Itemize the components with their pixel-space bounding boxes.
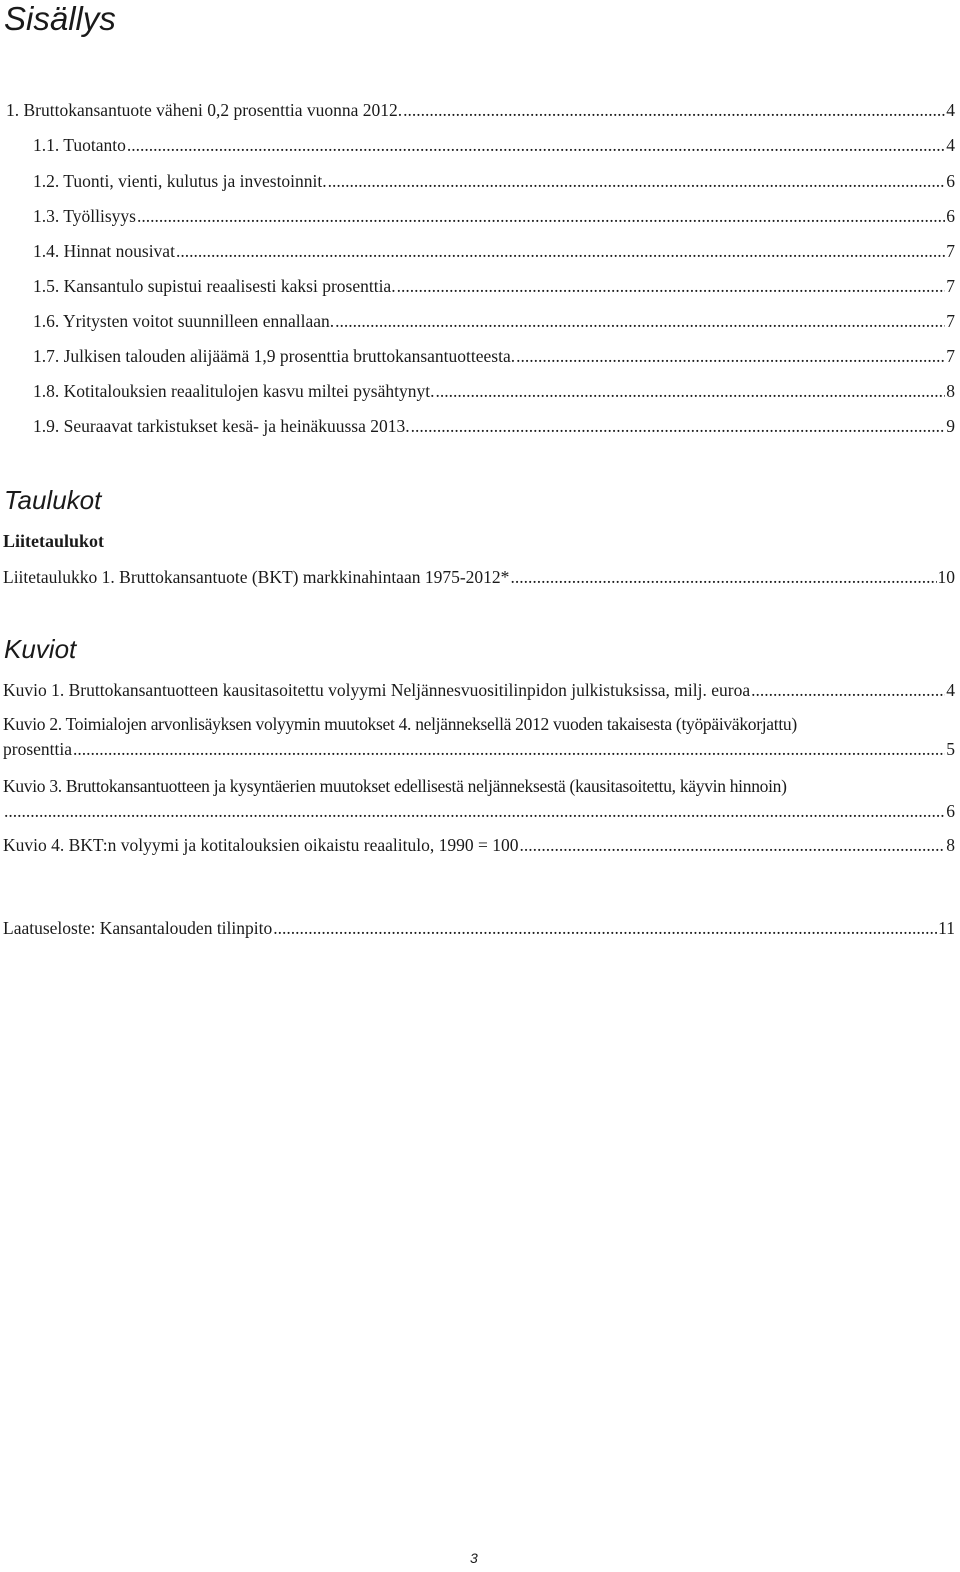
toc-entry-title: 1.3. Työllisyys	[33, 206, 136, 226]
dot-leader	[335, 308, 945, 334]
toc-entry[interactable]	[0, 798, 960, 824]
dot-leader	[403, 97, 945, 123]
toc-entry[interactable]	[0, 564, 960, 590]
toc-entry-title: Liitetaulukko 1. Bruttokansantuote (BKT) markkinahintaan 1975-2012*	[3, 567, 510, 587]
toc-entry-title: 1.7. Julkisen talouden alijäämä 1,9 prosenttia bruttokansantuotteesta.	[33, 346, 516, 366]
dot-leader	[273, 915, 937, 941]
dot-leader	[176, 238, 945, 264]
toc-entry-title: 1.8. Kotitalouksien reaalitulojen kasvu miltei pysähtynyt.	[33, 381, 435, 401]
toc-entry-title: 1.4. Hinnat nousivat	[33, 241, 175, 261]
toc-entry[interactable]	[0, 378, 960, 404]
toc-entry-page: 11	[938, 918, 955, 938]
toc-entry[interactable]	[0, 915, 960, 941]
toc-entry-title: 1.2. Tuonti, vienti, kulutus ja investoinnit.	[33, 171, 327, 191]
tables-heading: Taulukot	[4, 485, 102, 515]
toc-entry-title: 1.9. Seuraavat tarkistukset kesä- ja heinäkuussa 2013.	[33, 416, 410, 436]
dot-leader	[510, 564, 936, 590]
toc-entry-page: 7	[946, 311, 955, 331]
toc-entry-page: 10	[937, 567, 955, 587]
dot-leader	[137, 203, 945, 229]
toc-entry-title: Laatuseloste: Kansantalouden tilinpito	[3, 918, 273, 938]
toc-entry[interactable]	[0, 203, 960, 229]
page-title: Sisällys	[4, 0, 116, 37]
toc-entry-title: 1.5. Kansantulo supistui reaalisesti kaksi prosenttia.	[33, 276, 396, 296]
toc-entry-title: 1.1. Tuotanto	[33, 135, 126, 155]
toc-entry[interactable]	[0, 132, 960, 158]
toc-entry-title: 1.6. Yritysten voitot suunnilleen ennallaan.	[33, 311, 335, 331]
toc-entry-page: 5	[946, 739, 955, 759]
dot-leader	[516, 343, 945, 369]
toc-entry-page: 8	[946, 381, 955, 401]
toc-entry[interactable]	[0, 343, 960, 369]
toc-entry-page: 9	[946, 416, 955, 436]
toc-entry-title-line1[interactable]: Kuvio 3. Bruttokansantuotteen ja kysyntäerien muutokset edellisestä neljänneksestä (kausitasoitettu, käyvin hinnoin)	[3, 776, 787, 796]
toc-entry-title-line1[interactable]: Kuvio 2. Toimialojen arvonlisäyksen volyymin muutokset 4. neljänneksellä 2012 vuoden takaisesta (työpäiväkorjattu)	[3, 714, 797, 734]
toc-entry-page: 7	[946, 346, 955, 366]
toc-entry-page: 6	[946, 171, 955, 191]
toc-entry-title: Kuvio 1. Bruttokansantuotteen kausitasoitettu volyymi Neljännesvuositilinpidon julkistuksissa, milj. euroa	[3, 680, 751, 700]
toc-entry-page: 8	[946, 835, 955, 855]
toc-entry[interactable]	[0, 168, 960, 194]
toc-entry-page: 6	[946, 801, 955, 821]
dot-leader	[751, 677, 945, 703]
toc-entry[interactable]	[0, 413, 960, 439]
toc-entry-title: Kuvio 4. BKT:n volyymi ja kotitalouksien oikaistu reaalitulo, 1990 = 100	[3, 835, 519, 855]
dot-leader	[435, 378, 945, 404]
toc-entry[interactable]	[0, 308, 960, 334]
toc-entry[interactable]	[0, 736, 960, 762]
toc-entry[interactable]	[0, 832, 960, 858]
dot-leader	[127, 132, 945, 158]
dot-leader	[397, 273, 946, 299]
toc-entry-title: 1. Bruttokansantuote väheni 0,2 prosenttia vuonna 2012.	[6, 100, 403, 120]
dot-leader	[4, 798, 945, 824]
toc-entry[interactable]	[0, 677, 960, 703]
toc-entry-page: 4	[946, 100, 955, 120]
toc-entry-page: 4	[946, 680, 955, 700]
toc-entry[interactable]	[0, 238, 960, 264]
dot-leader	[411, 413, 946, 439]
toc-entry[interactable]	[0, 97, 960, 123]
toc-entry-title: prosenttia	[3, 739, 73, 759]
toc-entry-page: 7	[946, 276, 955, 296]
dot-leader	[73, 736, 945, 762]
toc-entry-page: 6	[946, 206, 955, 226]
toc-entry-page: 4	[946, 135, 955, 155]
toc-entry[interactable]	[0, 273, 960, 299]
dot-leader	[328, 168, 946, 194]
toc-entry-page: 7	[946, 241, 955, 261]
page-number: 3	[470, 1550, 478, 1566]
dot-leader	[519, 832, 945, 858]
figures-heading: Kuviot	[4, 634, 77, 664]
tables-subheading: Liitetaulukot	[3, 531, 105, 551]
